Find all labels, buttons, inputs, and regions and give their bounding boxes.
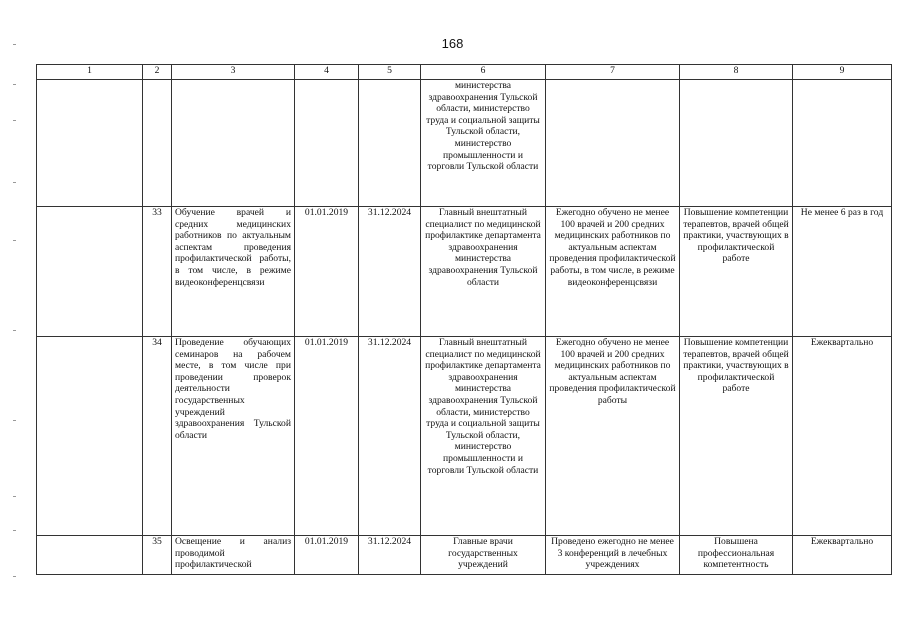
table-cell <box>37 80 143 207</box>
start-date: 01.01.2019 <box>295 337 359 536</box>
table-row <box>37 207 892 337</box>
measures-table <box>36 64 892 575</box>
table-cell <box>37 207 143 337</box>
indicator-cell: Повышение компетенции терапевтов, врачей общей практики, участвующих в профилактической работе <box>680 337 793 536</box>
table-cell <box>37 337 143 536</box>
end-date: 31.12.2024 <box>359 207 421 337</box>
column-number: 3 <box>172 65 295 80</box>
result-cell: Ежегодно обучено не менее 100 врачей и 200 средних медицинских работников по актуальным аспектам проведения профилактической работы, в том числе, в режиме видеоконференцсвязи <box>546 207 680 337</box>
table-cell <box>143 80 172 207</box>
periodicity-cell: Не менее 6 раз в год <box>793 207 892 337</box>
start-date: 01.01.2019 <box>295 207 359 337</box>
responsible-cell: Главные врачи государственных учреждений <box>421 536 546 575</box>
column-number: 2 <box>143 65 172 80</box>
column-number: 4 <box>295 65 359 80</box>
table-cell <box>172 80 295 207</box>
responsible-cell: Главный внештатный специалист по медицинской профилактике департамента здравоохранения министерства здравоохранения Тульской области <box>421 207 546 337</box>
measure-name: Освещение и анализ проводимой профилактической <box>172 536 295 575</box>
table-row <box>37 337 892 536</box>
result-cell: Ежегодно обучено не менее 100 врачей и 200 средних медицинских работников по актуальным аспектам проведения профилактической работы <box>546 337 680 536</box>
column-number: 7 <box>546 65 680 80</box>
row-number: 35 <box>143 536 172 575</box>
end-date: 31.12.2024 <box>359 536 421 575</box>
column-number-row <box>37 65 892 80</box>
row-number: 33 <box>143 207 172 337</box>
table-row-continuation <box>37 80 892 207</box>
periodicity-cell: Ежеквартально <box>793 337 892 536</box>
indicator-cell: Повышение компетенции терапевтов, врачей общей практики, участвующих в профилактической работе <box>680 207 793 337</box>
table-cell <box>680 80 793 207</box>
column-number: 1 <box>37 65 143 80</box>
table-cell <box>37 536 143 575</box>
column-number: 8 <box>680 65 793 80</box>
page-number: 168 <box>441 36 464 51</box>
table-row <box>37 536 892 575</box>
column-number: 9 <box>793 65 892 80</box>
responsible-cell: Главный внештатный специалист по медицинской профилактике департамента здравоохранения министерства здравоохранения Тульской области, министерство труда и социальной защиты Тульской области, министерство промышленности и торговли Тульской области <box>421 337 546 536</box>
measure-name: Проведение обучающих семинаров на рабочем месте, в том числе при проведении проверок деятельности государственных учреждений здравоохранения Тульской области <box>172 337 295 536</box>
column-number: 5 <box>359 65 421 80</box>
table-cell <box>359 80 421 207</box>
measure-name: Обучение врачей и средних медицинских работников по актуальным аспектам проведения профилактической работы, в том числе, в режиме видеоконференцсвязи <box>172 207 295 337</box>
start-date: 01.01.2019 <box>295 536 359 575</box>
periodicity-cell: Ежеквартально <box>793 536 892 575</box>
indicator-cell: Повышена профессиональная компетентность <box>680 536 793 575</box>
table-cell <box>793 80 892 207</box>
end-date: 31.12.2024 <box>359 337 421 536</box>
table-cell <box>295 80 359 207</box>
column-number: 6 <box>421 65 546 80</box>
row-number: 34 <box>143 337 172 536</box>
table-cell <box>546 80 680 207</box>
result-cell: Проведено ежегодно не менее 3 конференций в лечебных учреждениях <box>546 536 680 575</box>
responsible-cell: министерства здравоохранения Тульской области, министерство труда и социальной защиты Тульской области, министерство промышленности и торговли Тульской области <box>421 80 546 207</box>
